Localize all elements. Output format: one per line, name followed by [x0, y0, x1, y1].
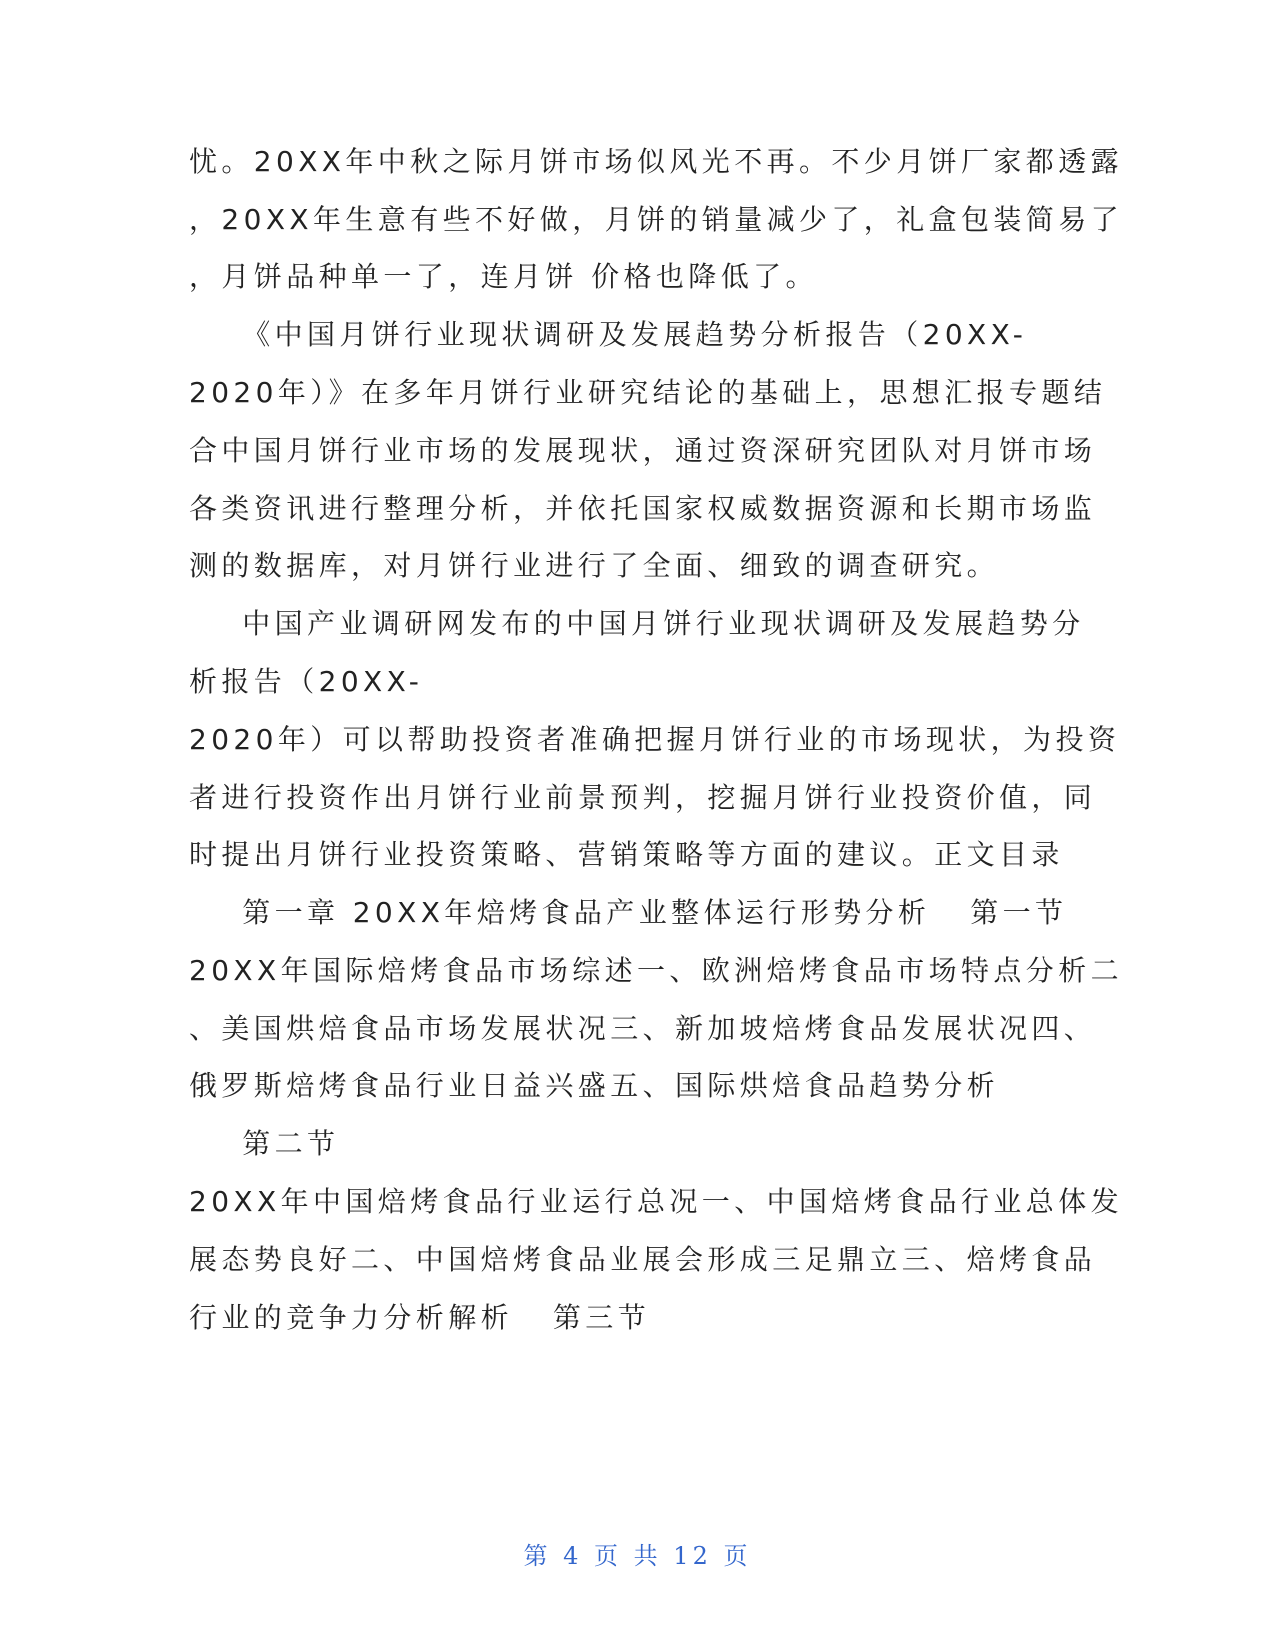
text-line: 析报告（20XX- — [189, 665, 424, 698]
text-line: 各类资讯进行整理分析，并依托国家权威数据资源和长期市场监 — [189, 492, 1097, 525]
text-line: 俄罗斯焙烤食品行业日益兴盛五、国际烘焙食品趋势分析 — [189, 1069, 1000, 1102]
text-line: 中国产业调研网发布的中国月饼行业现状调研及发展趋势分 — [189, 607, 1085, 640]
text-line: 、美国烘焙食品市场发展状况三、新加坡焙烤食品发展状况四、 — [189, 1012, 1097, 1045]
text-line: 者进行投资作出月饼行业前景预判，挖掘月饼行业投资价值，同 — [189, 781, 1097, 814]
text-line: 忧。20XX年中秋之际月饼市场似风光不再。不少月饼厂家都透露 — [189, 145, 1123, 178]
text-line: ，20XX年生意有些不好做，月饼的销量减少了，礼盒包装简易了 — [189, 203, 1123, 236]
text-line: 时提出月饼行业投资策略、营销策略等方面的建议。正文目录 — [189, 838, 1064, 871]
text-line: 《中国月饼行业现状调研及发展趋势分析报告（20XX- — [189, 318, 1028, 351]
text-line: 2020年）》在多年月饼行业研究结论的基础上，思想汇报专题结 — [189, 376, 1107, 409]
text-line: 20XX年中国焙烤食品行业运行总况一、中国焙烤食品行业总体发 — [189, 1185, 1123, 1218]
text-line: 测的数据库，对月饼行业进行了全面、细致的调查研究。 — [189, 549, 1000, 582]
text-line: 第一章 20XX年焙烤食品产业整体运行形势分析 第一节 — [189, 896, 1068, 929]
text-line: 第二节 — [189, 1127, 340, 1160]
page-number-footer: 第 4 页 共 12 页 — [523, 1542, 752, 1570]
text-line: 展态势良好二、中国焙烤食品业展会形成三足鼎立三、焙烤食品 — [189, 1243, 1097, 1276]
text-line: 合中国月饼行业市场的发展现状，通过资深研究团队对月饼市场 — [189, 434, 1097, 467]
text-line: 2020年）可以帮助投资者准确把握月饼行业的市场现状，为投资 — [189, 723, 1121, 756]
text-line: 行业的竞争力分析解析 第三节 — [189, 1301, 651, 1334]
text-line: 20XX年国际焙烤食品市场综述一、欧洲焙烤食品市场特点分析二 — [189, 954, 1123, 987]
text-line: ，月饼品种单一了，连月饼 价格也降低了。 — [189, 260, 818, 293]
